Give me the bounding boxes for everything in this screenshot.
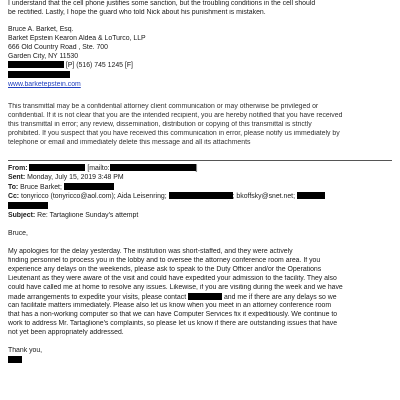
body-line-part: made arrangements to expedite your visits, please contact <box>8 293 187 301</box>
fax-number: [P] (516) 745 1245 [F] <box>65 62 133 70</box>
body-line: not yet been appropriately addressed. <box>8 329 124 337</box>
body-line: finding personnel to process you in the lobby and to oversee the attorney conference room area. If you <box>8 256 321 264</box>
signature-phone-fax <box>8 61 392 71</box>
redaction-bar <box>8 202 48 209</box>
body-line-part: and me if there are any delays so we <box>223 293 337 301</box>
sent-row <box>8 174 392 183</box>
redaction-bar <box>169 192 233 199</box>
email-body-paragraph <box>8 248 392 338</box>
confidentiality-disclaimer <box>8 103 392 148</box>
closing-signature-line <box>8 356 392 366</box>
body-line: can facilitate matters immediately. Please also let us know when you meet in an attorney conference room <box>8 302 332 310</box>
redaction-bar <box>110 164 196 171</box>
email-closing: Thank you, <box>8 347 43 355</box>
letter-text-line: be rectified. Lastly, I hope the guard who told Nick about his punishment is mistaken. <box>8 8 266 16</box>
redaction-bar <box>8 61 64 68</box>
disclaimer-line: prohibited. If you suspect that you have received this communication in error, please notify us immediately by <box>8 129 340 137</box>
body-line: work to address Mr. Tartaglione's complaints, so please let us know if there are outstanding issues that have <box>8 320 338 328</box>
cc-continuation-row <box>8 202 392 212</box>
signature-name: Bruce A. Barket, Esq. <box>8 25 74 33</box>
subject-label: Subject: <box>8 212 36 220</box>
signature-website-line <box>8 81 392 90</box>
redaction-bar <box>297 192 325 199</box>
redaction-bar <box>188 293 222 300</box>
signature-block <box>8 26 392 90</box>
body-line: could have called me at home to resolve any issues. Likewise, if you are visiting during the week and we have <box>8 283 343 291</box>
redaction-bar <box>8 71 70 78</box>
body-line-with-redaction <box>8 293 392 303</box>
email-header <box>8 164 392 221</box>
cc-value-b: ; bkoffsky@snet.net; <box>232 193 295 201</box>
disclaimer-line: This transmittal may be a confidential attorney client communication or may otherwise be privileged or <box>8 103 319 111</box>
from-label: From: <box>8 164 28 172</box>
from-row <box>8 164 392 174</box>
subject-row <box>8 212 392 221</box>
email-greeting: Bruce, <box>8 230 28 238</box>
sent-label: Sent: <box>8 173 26 181</box>
subject-value: Re: Tartaglione Sunday's attempt <box>37 212 139 220</box>
signature-address-line-2: Garden City, NY 11530 <box>8 52 79 60</box>
disclaimer-line: telephone or email and immediately delete this message and all its attachments <box>8 138 251 146</box>
cc-value: tonyricco (tonyricco@aol.com); Aida Leisenring; <box>21 193 167 201</box>
letter-text-line: I understand that the cell phone justifies some sanction, but the troubling conditions in the cell should <box>8 0 316 7</box>
body-line: Lieutenant as they were aware of the visit and could have expedited your admission to the facility. They also <box>8 274 337 282</box>
disclaimer-line: this transmittal in error; any review, dissemination, distribution or copying of this transmittal is strictly <box>8 120 312 128</box>
signature-firm: Barket Epstein Kearon Aldea & LoTurco, LLP <box>8 34 146 42</box>
from-mailto-suffix: ] <box>195 164 198 172</box>
website-link[interactable]: www.barketepstein.com <box>8 81 81 89</box>
cc-label: Cc: <box>8 193 20 201</box>
redaction-bar <box>8 356 22 363</box>
body-line: My apologies for the delay yesterday. The institution was short-staffed, and they were actively <box>8 248 293 256</box>
sent-value: Monday, July 15, 2019 3:48 PM <box>27 173 124 181</box>
to-label: To: <box>8 183 19 191</box>
signature-address-line-1: 666 Old Country Road , Ste. 700 <box>8 43 108 51</box>
from-mailto-prefix: [mailto: <box>87 164 110 172</box>
signature-email-line <box>8 71 392 81</box>
redaction-bar <box>29 164 85 171</box>
header-divider <box>8 160 392 161</box>
to-value: Bruce Barket; <box>20 183 62 191</box>
to-row <box>8 183 392 193</box>
cc-row <box>8 192 392 202</box>
body-line: experience any delays on the weekends, please ask to speak to the Duty Officer and/or the Operations <box>8 265 322 273</box>
disclaimer-line: confidential. If it is not clear that you are the intended recipient, you are hereby notified that you have received <box>8 112 343 120</box>
redaction-bar <box>64 183 114 190</box>
body-line: that has a non-working computer so that we can have Computer Services fix it expeditiously. We continue to <box>8 311 338 319</box>
